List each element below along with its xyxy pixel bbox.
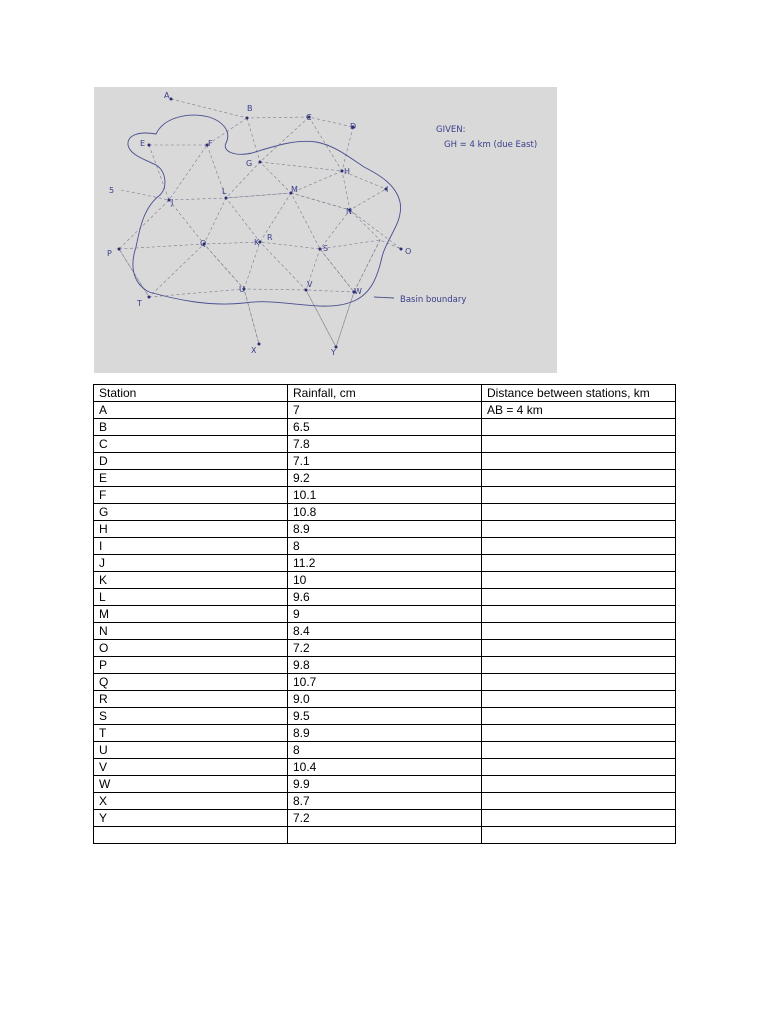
- table-row: [94, 436, 676, 453]
- rainfall-cell: 9.8: [288, 657, 482, 674]
- rainfall-cell: 11.2: [288, 555, 482, 572]
- station-label-T: T: [137, 299, 142, 308]
- station-label-S: S: [323, 244, 329, 253]
- station-labels: [107, 91, 411, 357]
- rainfall-cell: 7.1: [288, 453, 482, 470]
- rainfall-cell: 8.9: [288, 521, 482, 538]
- rainfall-cell: 9.5: [288, 708, 482, 725]
- station-cell: E: [94, 470, 288, 487]
- distance-cell: [482, 725, 676, 742]
- station-cell: H: [94, 521, 288, 538]
- table-row: [94, 674, 676, 691]
- distance-cell: [482, 589, 676, 606]
- header-rainfall: Rainfall, cm: [288, 385, 482, 402]
- table-row: [94, 776, 676, 793]
- rainfall-cell: 6.5: [288, 419, 482, 436]
- station-cell: T: [94, 725, 288, 742]
- table-row: [94, 742, 676, 759]
- distance-cell: [482, 538, 676, 555]
- station-label-Y: Y: [331, 348, 336, 357]
- distance-cell: [482, 640, 676, 657]
- station-cell: V: [94, 759, 288, 776]
- distance-cell: [482, 504, 676, 521]
- table-row: [94, 606, 676, 623]
- station-cell: M: [94, 606, 288, 623]
- table-row: [94, 402, 676, 419]
- distance-cell: [482, 810, 676, 827]
- table-row: [94, 538, 676, 555]
- station-cell: [94, 827, 288, 844]
- table-row: [94, 759, 676, 776]
- distance-cell: [482, 453, 676, 470]
- station-cell: R: [94, 691, 288, 708]
- given-title: GIVEN:: [436, 125, 466, 135]
- rainfall-cell: 7.8: [288, 436, 482, 453]
- rainfall-cell: 9.6: [288, 589, 482, 606]
- table-row: [94, 470, 676, 487]
- table-header-row: [94, 385, 676, 402]
- table-row: [94, 623, 676, 640]
- rainfall-cell: 8.7: [288, 793, 482, 810]
- rainfall-cell: 9.9: [288, 776, 482, 793]
- given-text: GH = 4 km (due East): [444, 140, 538, 150]
- distance-cell: [482, 759, 676, 776]
- svg-text:5: 5: [109, 186, 115, 195]
- distance-cell: [482, 419, 676, 436]
- station-label-L: L: [222, 187, 227, 196]
- station-cell: A: [94, 402, 288, 419]
- rainfall-cell: 8: [288, 742, 482, 759]
- station-cell: S: [94, 708, 288, 725]
- distance-cell: [482, 555, 676, 572]
- table-row: [94, 453, 676, 470]
- rainfall-cell: 9.0: [288, 691, 482, 708]
- station-cell: J: [94, 555, 288, 572]
- table-row: [94, 555, 676, 572]
- station-cell: X: [94, 793, 288, 810]
- station-cell: Q: [94, 674, 288, 691]
- table-row: [94, 691, 676, 708]
- table-row: [94, 419, 676, 436]
- distance-cell: [482, 674, 676, 691]
- station-label-C: C: [306, 113, 312, 122]
- table-row: [94, 572, 676, 589]
- distance-cell: [482, 691, 676, 708]
- station-label-J: J: [171, 198, 174, 207]
- distance-cell: [482, 708, 676, 725]
- rainfall-cell: 8.4: [288, 623, 482, 640]
- table-row: [94, 504, 676, 521]
- station-cell: N: [94, 623, 288, 640]
- header-distance: Distance between stations, km: [482, 385, 676, 402]
- table-row: [94, 725, 676, 742]
- table-row: [94, 827, 676, 844]
- station-dots: [118, 98, 403, 349]
- distance-cell: [482, 742, 676, 759]
- rainfall-cell: 10.7: [288, 674, 482, 691]
- distance-cell: [482, 470, 676, 487]
- distance-cell: [482, 776, 676, 793]
- station-label-K: K: [254, 238, 260, 247]
- rainfall-cell: [288, 827, 482, 844]
- station-cell: L: [94, 589, 288, 606]
- rainfall-cell: 8.9: [288, 725, 482, 742]
- header-station: Station: [94, 385, 288, 402]
- station-label-R: R: [267, 233, 273, 242]
- station-label-H: H: [344, 167, 351, 176]
- station-label-A: A: [164, 91, 170, 100]
- table-row: [94, 640, 676, 657]
- station-cell: P: [94, 657, 288, 674]
- rainfall-cell: 8: [288, 538, 482, 555]
- distance-cell: [482, 487, 676, 504]
- distance-cell: [482, 606, 676, 623]
- station-label-I: I: [386, 185, 389, 194]
- station-label-D: D: [350, 122, 357, 131]
- rainfall-cell: 7: [288, 402, 482, 419]
- distance-cell: [482, 657, 676, 674]
- table-row: [94, 657, 676, 674]
- station-label-B: B: [247, 104, 253, 113]
- station-cell: K: [94, 572, 288, 589]
- station-label-N: N: [346, 207, 352, 216]
- station-cell: C: [94, 436, 288, 453]
- station-label-O: O: [405, 247, 412, 256]
- station-label-P: P: [107, 249, 112, 258]
- station-label-F: F: [208, 139, 213, 148]
- rainfall-table: [93, 384, 676, 844]
- table-row: [94, 487, 676, 504]
- rainfall-cell: 10.1: [288, 487, 482, 504]
- station-label-E: E: [140, 139, 146, 148]
- rainfall-cell: 7.2: [288, 640, 482, 657]
- table-row: [94, 793, 676, 810]
- table-row: [94, 708, 676, 725]
- rainfall-cell: 10.4: [288, 759, 482, 776]
- station-cell: B: [94, 419, 288, 436]
- station-cell: W: [94, 776, 288, 793]
- station-label-M: M: [291, 185, 298, 194]
- station-cell: U: [94, 742, 288, 759]
- station-label-G: G: [246, 159, 253, 168]
- table-row: [94, 810, 676, 827]
- station-map-photo: [94, 87, 557, 373]
- station-cell: D: [94, 453, 288, 470]
- rainfall-table-body: [94, 385, 676, 844]
- rainfall-cell: 10: [288, 572, 482, 589]
- station-label-V: V: [307, 280, 313, 289]
- distance-cell: [482, 572, 676, 589]
- table-row: [94, 589, 676, 606]
- distance-cell: [482, 623, 676, 640]
- rainfall-cell: 10.8: [288, 504, 482, 521]
- station-label-Q: Q: [200, 239, 207, 248]
- rainfall-cell: 9: [288, 606, 482, 623]
- station-cell: F: [94, 487, 288, 504]
- station-cell: G: [94, 504, 288, 521]
- distance-cell: [482, 436, 676, 453]
- basin-boundary-label: Basin boundary: [400, 295, 467, 305]
- distance-cell: AB = 4 km: [482, 402, 676, 419]
- rainfall-cell: 9.2: [288, 470, 482, 487]
- rainfall-cell: 7.2: [288, 810, 482, 827]
- station-cell: I: [94, 538, 288, 555]
- station-network-lines: [119, 99, 401, 347]
- station-cell: Y: [94, 810, 288, 827]
- distance-cell: [482, 827, 676, 844]
- station-label-X: X: [251, 346, 257, 355]
- station-map-drawing: [94, 87, 557, 373]
- table-row: [94, 521, 676, 538]
- station-cell: O: [94, 640, 288, 657]
- station-label-U: U: [239, 285, 245, 294]
- station-label-W: W: [354, 287, 362, 296]
- distance-cell: [482, 793, 676, 810]
- distance-cell: [482, 521, 676, 538]
